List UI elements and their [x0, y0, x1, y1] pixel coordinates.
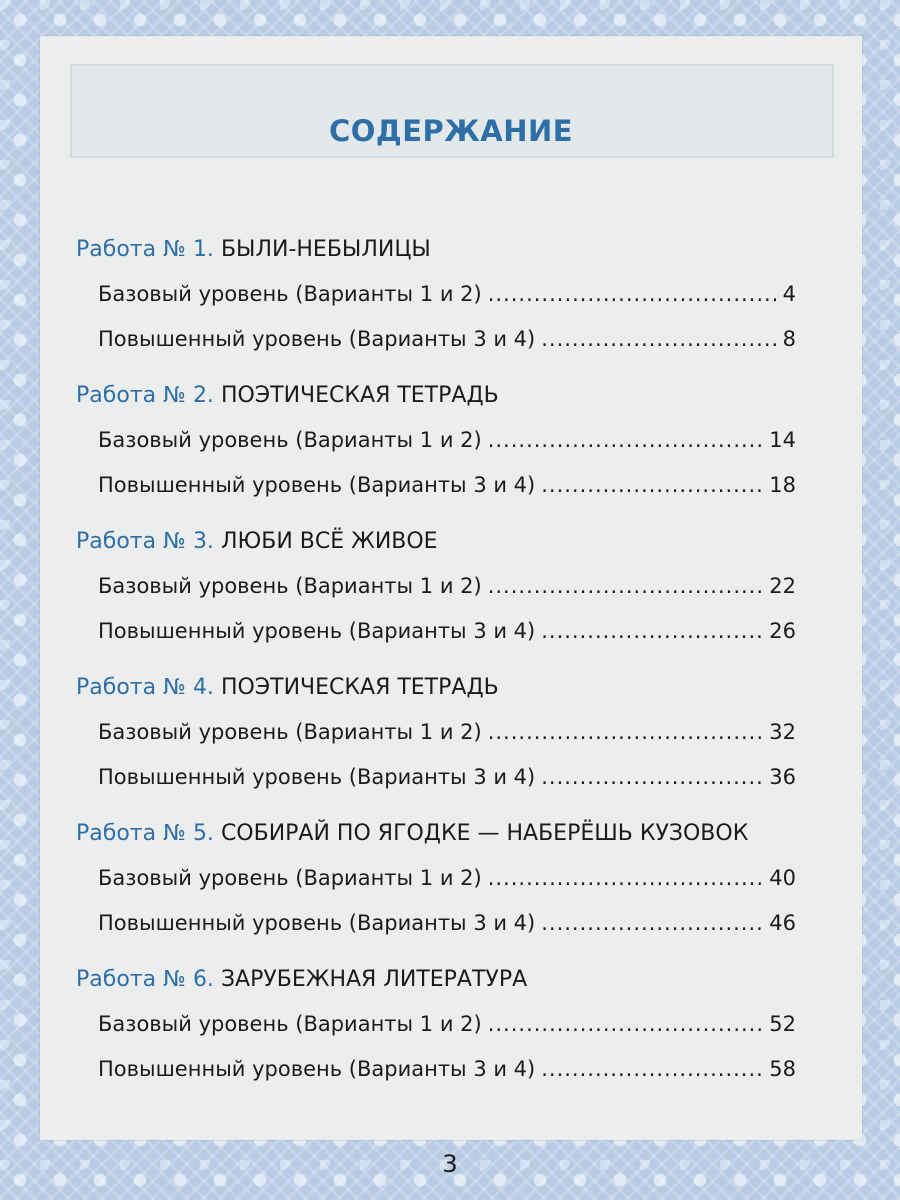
section-heading — [76, 230, 796, 270]
dot-leader — [488, 564, 764, 609]
toc-section — [76, 668, 796, 800]
table-of-contents — [76, 226, 796, 1106]
entry-page-number: 40 — [769, 866, 796, 890]
toc-entry — [76, 1002, 796, 1047]
toc-section — [76, 960, 796, 1092]
toc-entry — [76, 901, 796, 946]
section-number: Работа № 5. — [76, 821, 214, 846]
dot-leader — [488, 856, 764, 901]
entry-label: Повышенный уровень (Варианты 3 и 4) — [98, 619, 536, 643]
entry-page-number: 8 — [782, 327, 796, 351]
toc-entry — [76, 856, 796, 901]
section-heading — [76, 814, 796, 854]
entry-label: Базовый уровень (Варианты 1 и 2) — [98, 282, 482, 306]
entry-label: Базовый уровень (Варианты 1 и 2) — [98, 428, 482, 452]
entry-label: Повышенный уровень (Варианты 3 и 4) — [98, 911, 536, 935]
dot-leader — [541, 609, 763, 654]
dot-leader — [541, 755, 763, 800]
toc-entry — [76, 272, 796, 317]
toc-entry — [76, 463, 796, 508]
section-title: ПОЭТИЧЕСКАЯ ТЕТРАДЬ — [220, 675, 499, 700]
section-title: ЛЮБИ ВСЁ ЖИВОЕ — [220, 529, 438, 554]
toc-entry — [76, 1047, 796, 1092]
section-number: Работа № 4. — [76, 675, 214, 700]
section-heading — [76, 522, 796, 562]
entry-page-number: 36 — [769, 765, 796, 789]
entry-label: Повышенный уровень (Варианты 3 и 4) — [98, 765, 536, 789]
dot-leader — [488, 418, 764, 463]
dot-leader — [488, 272, 776, 317]
dot-leader — [488, 710, 764, 755]
section-number: Работа № 6. — [76, 967, 214, 992]
section-title: СОБИРАЙ ПО ЯГОДКЕ — НАБЕРЁШЬ КУЗОВОК — [220, 821, 749, 846]
toc-section — [76, 376, 796, 508]
entry-page-number: 32 — [769, 720, 796, 744]
entry-label: Повышенный уровень (Варианты 3 и 4) — [98, 1057, 536, 1081]
entry-label: Базовый уровень (Варианты 1 и 2) — [98, 866, 482, 890]
toc-section — [76, 230, 796, 362]
entry-page-number: 52 — [769, 1012, 796, 1036]
section-heading — [76, 960, 796, 1000]
entry-page-number: 14 — [769, 428, 796, 452]
section-title: ЗАРУБЕЖНАЯ ЛИТЕРАТУРА — [220, 967, 528, 992]
toc-entry — [76, 418, 796, 463]
entry-label: Базовый уровень (Варианты 1 и 2) — [98, 574, 482, 598]
toc-entry — [76, 755, 796, 800]
dot-leader — [541, 1047, 763, 1092]
section-heading — [76, 668, 796, 708]
toc-entry — [76, 317, 796, 362]
toc-entry — [76, 710, 796, 755]
dot-leader — [541, 901, 763, 946]
entry-label: Повышенный уровень (Варианты 3 и 4) — [98, 473, 536, 497]
dot-leader — [541, 463, 763, 508]
entry-page-number: 26 — [769, 619, 796, 643]
page-title: СОДЕРЖАНИЕ — [328, 114, 574, 148]
dot-leader — [488, 1002, 764, 1047]
entry-page-number: 4 — [782, 282, 796, 306]
book-page — [40, 36, 862, 1140]
toc-section — [76, 522, 796, 654]
section-title: ПОЭТИЧЕСКАЯ ТЕТРАДЬ — [220, 383, 499, 408]
toc-entry — [76, 609, 796, 654]
dot-leader — [541, 317, 776, 362]
entry-label: Базовый уровень (Варианты 1 и 2) — [98, 720, 482, 744]
section-heading — [76, 376, 796, 416]
section-number: Работа № 1. — [76, 237, 214, 262]
entry-label: Базовый уровень (Варианты 1 и 2) — [98, 1012, 482, 1036]
toc-section — [76, 814, 796, 946]
entry-page-number: 58 — [769, 1057, 796, 1081]
page-number: 3 — [442, 1150, 458, 1178]
section-title: БЫЛИ-НЕБЫЛИЦЫ — [220, 237, 431, 262]
section-number: Работа № 2. — [76, 383, 214, 408]
toc-entry — [76, 564, 796, 609]
entry-page-number: 18 — [769, 473, 796, 497]
entry-page-number: 46 — [769, 911, 796, 935]
entry-page-number: 22 — [769, 574, 796, 598]
entry-label: Повышенный уровень (Варианты 3 и 4) — [98, 327, 536, 351]
section-number: Работа № 3. — [76, 529, 214, 554]
